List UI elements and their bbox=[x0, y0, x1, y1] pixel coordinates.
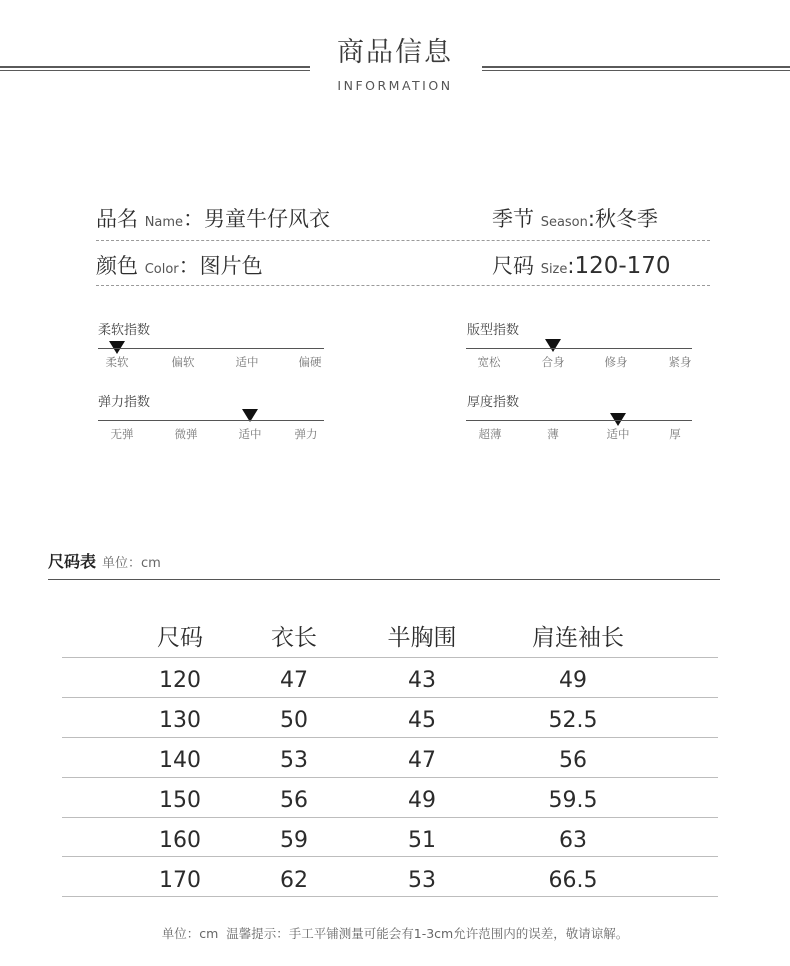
thickness-index-title: 厚度指数 bbox=[467, 395, 520, 410]
elasticity-option: 无弹 bbox=[110, 427, 134, 441]
cell-sleeve: 66.5 bbox=[548, 868, 598, 893]
cell-sleeve: 59.5 bbox=[548, 788, 598, 813]
row-divider bbox=[62, 817, 718, 818]
info-divider-2 bbox=[96, 285, 710, 286]
cell-chest: 51 bbox=[408, 828, 436, 853]
cell-sleeve: 52.5 bbox=[548, 708, 598, 733]
cell-length: 53 bbox=[280, 748, 308, 773]
cell-length: 59 bbox=[280, 828, 308, 853]
cell-sleeve: 56 bbox=[559, 748, 587, 773]
fit-option: 合身 bbox=[541, 355, 565, 369]
col-header-sleeve: 肩连袖长 bbox=[532, 625, 624, 651]
fit-scale-line bbox=[466, 348, 692, 349]
softness-scale-line bbox=[98, 348, 324, 349]
elasticity-option: 弹力 bbox=[294, 427, 318, 441]
softness-option: 柔软 bbox=[105, 355, 129, 369]
thickness-option: 超薄 bbox=[478, 427, 502, 441]
cell-chest: 53 bbox=[408, 868, 436, 893]
product-name-label: 品名 bbox=[96, 207, 138, 231]
thickness-scale-line bbox=[466, 420, 692, 421]
info-divider-1 bbox=[96, 240, 710, 241]
product-name-row: 品名 Name：男童牛仔风衣 bbox=[96, 207, 331, 231]
size-table-title-text: 尺码表 bbox=[48, 552, 97, 571]
col-header-chest: 半胸围 bbox=[387, 625, 457, 651]
cell-size: 170 bbox=[159, 868, 201, 893]
size-table-footnote: 单位：cm 温馨提示：手工平铺测量可能会有1-3cm允许范围内的误差，敬请谅解。 bbox=[161, 926, 629, 941]
row-divider bbox=[62, 737, 718, 738]
cell-chest: 43 bbox=[408, 668, 436, 693]
product-name-value: 男童牛仔风衣 bbox=[204, 207, 331, 231]
size-label: 尺码 bbox=[492, 254, 534, 278]
fit-marker bbox=[545, 339, 561, 352]
season-label: 季节 bbox=[492, 207, 534, 231]
season-row: 季节 Season:秋冬季 bbox=[492, 207, 658, 231]
cell-chest: 47 bbox=[408, 748, 436, 773]
cell-sleeve: 49 bbox=[559, 668, 587, 693]
cell-sleeve: 63 bbox=[559, 828, 587, 853]
softness-option: 偏软 bbox=[171, 355, 195, 369]
cell-length: 56 bbox=[280, 788, 308, 813]
cell-size: 120 bbox=[159, 668, 201, 693]
color-row: 颜色 Color：图片色 bbox=[96, 254, 263, 278]
softness-option: 偏硬 bbox=[298, 355, 322, 369]
elasticity-index-title: 弹力指数 bbox=[98, 395, 151, 410]
fit-option: 紧身 bbox=[668, 355, 692, 369]
cell-size: 140 bbox=[159, 748, 201, 773]
color-label-en: Color bbox=[144, 262, 179, 277]
cell-chest: 45 bbox=[408, 708, 436, 733]
cell-length: 62 bbox=[280, 868, 308, 893]
section-title: 商品信息 bbox=[337, 37, 453, 68]
cell-size: 130 bbox=[159, 708, 201, 733]
size-row: 尺码 Size:120-170 bbox=[492, 253, 671, 279]
cell-size: 160 bbox=[159, 828, 201, 853]
season-label-en: Season bbox=[540, 215, 588, 230]
softness-option: 适中 bbox=[235, 355, 259, 369]
size-value: 120-170 bbox=[574, 253, 671, 279]
fit-index-title: 版型指数 bbox=[467, 323, 520, 338]
row-divider bbox=[62, 657, 718, 658]
row-divider bbox=[62, 697, 718, 698]
thickness-option: 适中 bbox=[606, 427, 630, 441]
size-table-title-rule bbox=[48, 579, 720, 580]
fit-option: 宽松 bbox=[477, 355, 501, 369]
season-value: 秋冬季 bbox=[594, 207, 658, 231]
elasticity-option: 微弹 bbox=[174, 427, 198, 441]
col-header-size: 尺码 bbox=[157, 625, 203, 651]
row-divider bbox=[62, 856, 718, 857]
softness-index-title: 柔软指数 bbox=[98, 323, 151, 338]
section-subtitle: INFORMATION bbox=[337, 78, 453, 93]
product-name-label-en: Name bbox=[144, 215, 184, 230]
row-divider bbox=[62, 896, 718, 897]
color-label: 颜色 bbox=[96, 254, 138, 278]
cell-length: 50 bbox=[280, 708, 308, 733]
size-label-en: Size bbox=[540, 262, 568, 277]
thickness-option: 厚 bbox=[669, 427, 681, 441]
size-table-title bbox=[48, 549, 161, 572]
col-header-length: 衣长 bbox=[271, 625, 317, 651]
cell-chest: 49 bbox=[408, 788, 436, 813]
cell-size: 150 bbox=[159, 788, 201, 813]
row-divider bbox=[62, 777, 718, 778]
size-table-unit: 单位：cm bbox=[102, 556, 161, 571]
color-value: 图片色 bbox=[199, 254, 263, 278]
elasticity-scale-line bbox=[98, 420, 324, 421]
cell-length: 47 bbox=[280, 668, 308, 693]
elasticity-option: 适中 bbox=[238, 427, 262, 441]
fit-option: 修身 bbox=[604, 355, 628, 369]
thickness-option: 薄 bbox=[547, 427, 559, 441]
